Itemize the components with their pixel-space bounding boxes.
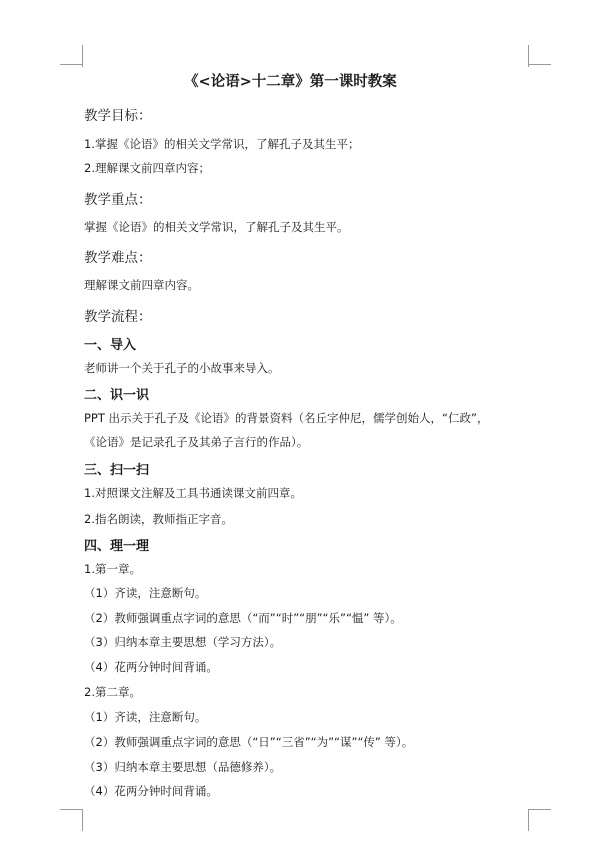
paragraph: 《论语》是记录孔子及其弟子言行的作品）。 [84,435,309,449]
list-item: （4）花两分钟时间背诵。 [84,660,218,674]
paragraph: 2.理解课文前四章内容； [84,161,210,175]
section-heading-key-points: 教学重点： [84,192,152,208]
list-item: （4）花两分钟时间背诵。 [84,784,218,798]
paragraph: 理解课文前四章内容。 [84,278,199,292]
section-heading-difficulties: 教学难点： [84,250,152,266]
subheading-organize: 四、理一理 [84,539,150,554]
paragraph: 1.对照课文注解及工具书通读课文前四章。 [84,486,302,500]
list-item: （3）归纳本章主要思想（学习方法）。 [84,635,282,649]
paragraph: PPT 出示关于孔子及《论语》的背景资料（名丘字仲尼，儒学创始人，“仁政”， [84,411,489,425]
list-item: （1）齐读，注意断句。 [84,586,207,600]
list-item: （2）教师强调重点字词的意思（“而”“时”“朋”“乐”“愠” 等）。 [84,611,402,625]
subheading-recognize: 二、识一识 [84,388,150,403]
document-title: 《<论语>十二章》第一课时教案 [184,74,397,90]
list-item: （3）归纳本章主要思想（品德修养）。 [84,760,282,774]
paragraph: 1.掌握《论语》的相关文学常识，了解孔子及其生平； [84,137,360,151]
section-heading-process: 教学流程： [84,309,152,325]
list-item: （1）齐读，注意断句。 [84,710,207,724]
paragraph: 2.指名朗读，教师指正字音。 [84,512,233,526]
subheading-scan: 三、扫一扫 [84,463,150,478]
list-item: （2）教师强调重点字词的意思（“日”“三省”“为”“谋”“传” 等）。 [84,735,414,749]
list-item: 2.第二章。 [84,685,141,699]
paragraph: 老师讲一个关于孔子的小故事来导入。 [84,361,280,375]
subheading-introduction: 一、导入 [84,338,137,353]
paragraph: 掌握《论语》的相关文学常识，了解孔子及其生平。 [84,220,349,234]
section-heading-objectives: 教学目标： [84,108,152,124]
list-item: 1.第一章。 [84,562,141,576]
